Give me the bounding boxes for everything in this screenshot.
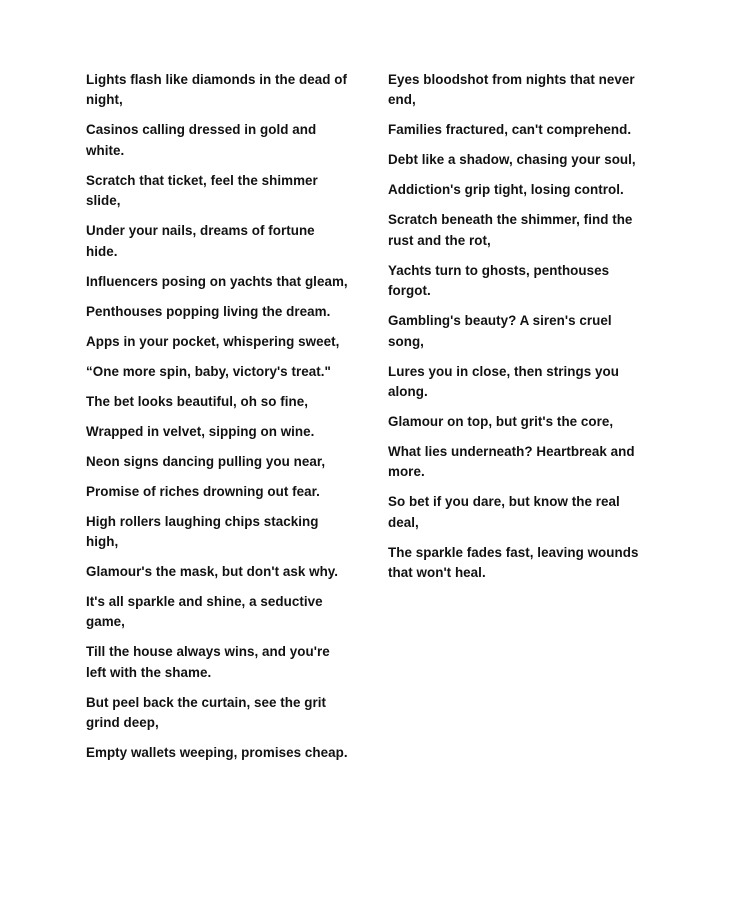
- poem-line: Apps in your pocket, whispering sweet,: [86, 333, 340, 349]
- poem-line: Under your nails, dreams of fortune hide.: [86, 223, 315, 259]
- poem-line: High rollers laughing chips stacking high,: [86, 513, 319, 550]
- poem-line: “One more spin, baby, victory's treat.": [86, 363, 331, 379]
- poem-line: Families fractured, can't comprehend.: [388, 122, 632, 138]
- poem-line: Eyes bloodshot from nights that never end,: [388, 72, 635, 108]
- poem-line: Empty wallets weeping, promises cheap.: [86, 745, 348, 761]
- poem-line: Influencers posing on yachts that gleam,: [86, 273, 348, 289]
- poem-line: Casinos calling dressed in gold and white.: [86, 122, 317, 158]
- poem-line: The sparkle fades fast, leaving wounds that won't heal.: [388, 544, 639, 581]
- poem-line: Scratch beneath the shimmer, find the rust and the rot,: [388, 212, 633, 248]
- poem-line: Glamour's the mask, but don't ask why.: [86, 564, 339, 580]
- poem-line: Lights flash like diamonds in the dead of night,: [86, 72, 347, 108]
- poem-line: Till the house always wins, and you're left with the shame.: [86, 644, 330, 680]
- poem-line: Wrapped in velvet, sipping on wine.: [86, 423, 315, 439]
- poem-line: Lures you in close, then strings you along.: [388, 363, 619, 400]
- poem-line: What lies underneath? Heartbreak and more.: [388, 444, 635, 480]
- poem-line: Promise of riches drowning out fear.: [86, 483, 320, 499]
- poem-line: The bet looks beautiful, oh so fine,: [86, 393, 309, 409]
- poem-line: It's all sparkle and shine, a seductive game,: [86, 594, 323, 630]
- poem-line: Scratch that ticket, feel the shimmer slide,: [86, 172, 318, 209]
- poem-line: Neon signs dancing pulling you near,: [86, 453, 326, 469]
- poem-line: Gambling's beauty? A siren's cruel song,: [388, 313, 612, 349]
- poem-line: Debt like a shadow, chasing your soul,: [388, 152, 636, 168]
- poem-line: Penthouses popping living the dream.: [86, 303, 331, 319]
- poem-left-column: [86, 70, 348, 773]
- poem-line: So bet if you dare, but know the real deal,: [388, 494, 620, 530]
- poem-line: Yachts turn to ghosts, penthouses forgot.: [388, 262, 610, 299]
- poem-line: But peel back the curtain, see the grit grind deep,: [86, 694, 327, 731]
- poem-right-column: [388, 70, 648, 593]
- poem-line: Glamour on top, but grit's the core,: [388, 414, 614, 430]
- poem-line: Addiction's grip tight, losing control.: [388, 182, 624, 198]
